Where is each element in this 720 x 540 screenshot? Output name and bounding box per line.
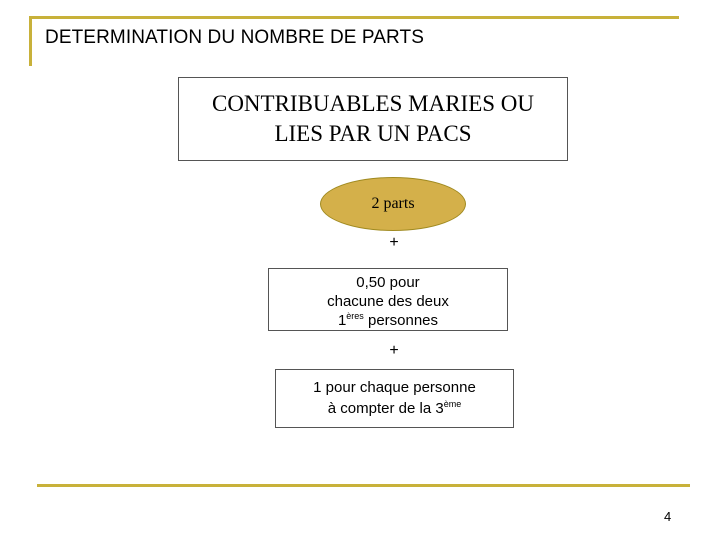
main-box-line2: LIES PAR UN PACS bbox=[274, 121, 472, 146]
slide-title: DETERMINATION DU NOMBRE DE PARTS bbox=[45, 27, 425, 48]
ellipse-label: 2 parts bbox=[371, 195, 415, 212]
frame-bottom-line bbox=[37, 484, 690, 487]
box-a-line3 bbox=[269, 311, 507, 330]
frame-left-line bbox=[29, 16, 32, 66]
box-b-line1: 1 pour chaque personne bbox=[313, 379, 476, 396]
additional-persons-box bbox=[275, 369, 514, 428]
main-box-text bbox=[212, 89, 534, 149]
box-b-line2-sup: ème bbox=[443, 399, 462, 409]
first-persons-box bbox=[268, 268, 508, 331]
box-a-line3-suffix: personnes bbox=[363, 312, 439, 329]
box-a-line1: 0,50 pour bbox=[356, 274, 420, 291]
plus-sign-1: + bbox=[389, 234, 399, 251]
box-b-line2 bbox=[276, 398, 513, 419]
box-a-line2: chacune des deux bbox=[327, 293, 449, 310]
box-b-line2-prefix: à compter de la 3 bbox=[327, 400, 444, 417]
main-box bbox=[178, 77, 568, 161]
parts-ellipse bbox=[320, 177, 466, 231]
plus-sign-2: + bbox=[389, 342, 399, 359]
box-a-line3-sup: ères bbox=[346, 311, 364, 321]
frame-top-line bbox=[29, 16, 679, 19]
page-number: 4 bbox=[664, 509, 672, 524]
box-a-line3-prefix: 1 bbox=[337, 312, 347, 329]
main-box-line1: CONTRIBUABLES MARIES OU bbox=[211, 91, 535, 116]
